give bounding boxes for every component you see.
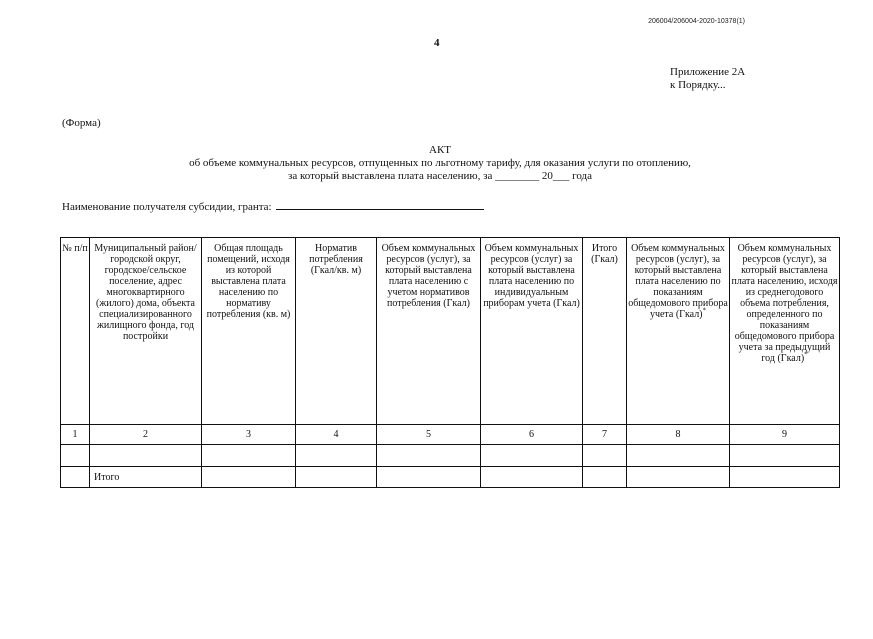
table-cell (202, 445, 296, 467)
table-cell (481, 467, 583, 488)
title-line-2: об объеме коммунальных ресурсов, отпущенных по льготному тарифу, для оказания услуги по отоплению, (189, 157, 691, 169)
table-cell (377, 445, 481, 467)
footnote-mark: * (804, 350, 808, 359)
col-header-7: Итого (Гкал) (583, 238, 627, 425)
table-cell (583, 445, 627, 467)
table-cell (627, 445, 730, 467)
col-header-9 (730, 238, 840, 425)
col-header-2: Муниципальный район/городской округ, городское/сельское поселение, адрес многоквартирного (жилого) дома, объекта специализированного жилищного фонда, год постройки (90, 238, 202, 425)
col-header-1: № п/п (61, 238, 90, 425)
recipient-field (62, 200, 484, 213)
form-label: (Форма) (62, 117, 101, 129)
appendix-line-1: Приложение 2А (670, 66, 746, 78)
recipient-blank-line (276, 200, 484, 210)
act-title (120, 144, 760, 183)
col-header-8 (627, 238, 730, 425)
col-number: 2 (90, 425, 202, 445)
act-table (60, 237, 840, 488)
col-header-4: Норматив потребления (Гкал/кв. м) (296, 238, 377, 425)
table-header-row (61, 238, 840, 425)
col-header-6: Объем коммунальных ресурсов (услуг) за который выставлена плата населению по индивидуальным приборам учета (Гкал) (481, 238, 583, 425)
table-cell (296, 467, 377, 488)
col-header-3: Общая площадь помещений, исходя из которой выставлена плата населению по нормативу потребления (кв. м) (202, 238, 296, 425)
col-number: 1 (61, 425, 90, 445)
col-number: 7 (583, 425, 627, 445)
table-cell (296, 445, 377, 467)
appendix-line-2: к Порядку... (670, 79, 726, 91)
total-label: Итого (90, 467, 202, 488)
table-cell (730, 445, 840, 467)
table-cell (377, 467, 481, 488)
document-number: 206004/206004-2020-10378(1) (648, 18, 745, 25)
page-number: 4 (434, 37, 440, 49)
col-header-9-text: Объем коммунальных ресурсов (услуг), за который выставлена плата населению, исходя из среднегодового объема потребления, определенного по показаниям общедомового прибора учета за предыдущий год (Гкал) (731, 243, 838, 364)
col-number: 5 (377, 425, 481, 445)
table-row-empty (61, 445, 840, 467)
table-cell (583, 467, 627, 488)
table-row-total (61, 467, 840, 488)
col-number: 9 (730, 425, 840, 445)
col-number: 8 (627, 425, 730, 445)
col-header-8-text: Объем коммунальных ресурсов (услуг), за который выставлена плата населению по показаниям общедомового прибора учета (Гкал) (628, 243, 728, 320)
col-number: 6 (481, 425, 583, 445)
table-cell (627, 467, 730, 488)
recipient-label: Наименование получателя субсидии, гранта: (62, 201, 272, 213)
table-cell (61, 445, 90, 467)
column-number-row (61, 425, 840, 445)
appendix-reference (670, 66, 745, 92)
col-number: 3 (202, 425, 296, 445)
table-cell (202, 467, 296, 488)
col-number: 4 (296, 425, 377, 445)
table-cell (730, 467, 840, 488)
footnote-mark: * (702, 306, 707, 315)
table-cell (481, 445, 583, 467)
table-cell (61, 467, 90, 488)
col-header-5: Объем коммунальных ресурсов (услуг), за который выставлена плата населению с учетом нормативов потребления (Гкал) (377, 238, 481, 425)
table-cell (90, 445, 202, 467)
title-line-3: за который выставлена плата населению, за ________ 20___ года (288, 170, 592, 182)
title-line-1: АКТ (429, 144, 451, 156)
